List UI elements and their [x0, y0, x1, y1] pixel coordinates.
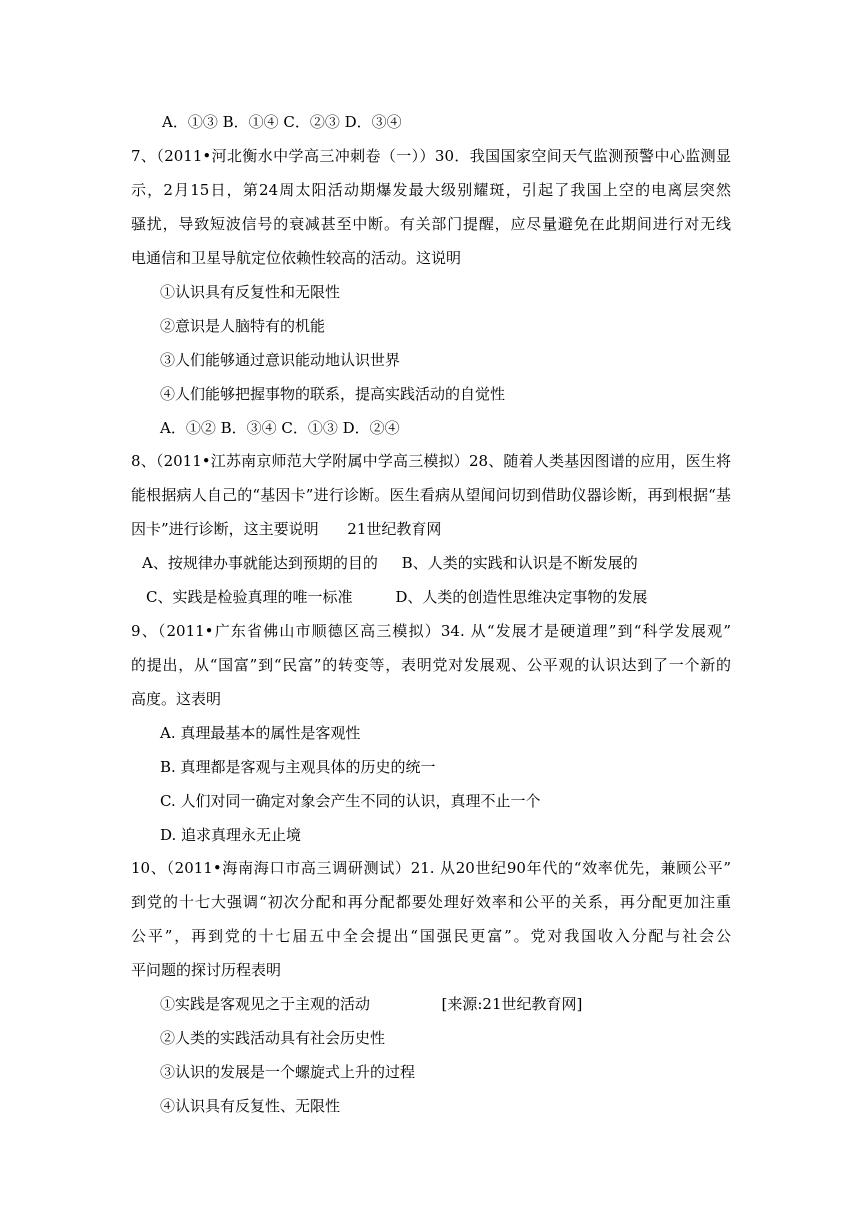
q9-stem-line-3: 高度。这表明: [131, 690, 222, 708]
q10-item-4: ④认识具有反复性、无限性: [160, 1097, 341, 1115]
q9-stem-line-1: 9、（2011•广东省佛山市顺德区高三模拟）34. 从“发展才是硬道理”到“科学发展观”: [131, 622, 731, 640]
q10-stem-line-2: 到党的十七大强调“初次分配和再分配都要处理好效率和公平的关系，再分配更加注重: [131, 893, 731, 911]
q9-option-d: D. 追求真理永无止境: [160, 826, 302, 844]
q10-item-3: ③认识的发展是一个螺旋式上升的过程: [160, 1063, 416, 1081]
q7-stem-line-3: 骚扰，导致短波信号的衰减甚至中断。有关部门提醒，应尽量避免在此期间进行对无线: [131, 215, 731, 233]
q8-stem-line-2: 能根据病人自己的“基因卡”进行诊断。医生看病从望闻问切到借助仪器诊断，再到根据“基: [131, 486, 731, 504]
q7-stem-line-2: 示，2月15日，第24周太阳活动期爆发最大级别耀斑，引起了我国上空的电离层突然: [131, 181, 731, 199]
q9-option-a: A. 真理最基本的属性是客观性: [160, 724, 361, 742]
q9-option-b: B. 真理都是客观与主观具体的历史的统一: [160, 758, 436, 776]
q8-options-row-1: A、按规律办事就能达到预期的目的 B、人类的实践和认识是不断发展的: [142, 554, 638, 572]
q10-stem-line-4: 平问题的探讨历程表明: [131, 961, 282, 979]
q10-item-2: ②人类的实践活动具有社会历史性: [160, 1029, 386, 1047]
q9-stem-line-2: 的提出，从“国富”到“民富”的转变等，表明党对发展观、公平观的认识达到了一个新的: [131, 656, 731, 674]
q8-stem-line-3: 因卡”进行诊断，这主要说明 21世纪教育网: [131, 520, 442, 538]
q7-stem-line-4: 电通信和卫星导航定位依赖性较高的活动。这说明: [131, 249, 462, 267]
q10-item-1: ①实践是客观见之于主观的活动 [来源:21世纪教育网]: [160, 995, 583, 1013]
q8-stem-line-1: 8、（2011•江苏南京师范大学附属中学高三模拟）28、随着人类基因图谱的应用，医生将: [131, 452, 731, 470]
q7-item-4: ④人们能够把握事物的联系，提高实践活动的自觉性: [160, 385, 506, 403]
q10-stem-line-3: 公平”，再到党的十七届五中全会提出“国强民更富”。党对我国收入分配与社会公: [131, 927, 731, 945]
q7-item-2: ②意识是人脑特有的机能: [160, 317, 326, 335]
q7-stem-line-1: 7、（2011•河北衡水中学高三冲刺卷（一））30．我国国家空间天气监测预警中心监测显: [131, 147, 731, 165]
q7-item-1: ①认识具有反复性和无限性: [160, 283, 341, 301]
q10-stem-line-1: 10、（2011•海南海口市高三调研测试）21. 从20世纪90年代的“效率优先，兼顾公平”: [131, 859, 731, 877]
q7-item-3: ③人们能够通过意识能动地认识世界: [160, 351, 401, 369]
q9-option-c: C. 人们对同一确定对象会产生不同的认识，真理不止一个: [160, 792, 541, 810]
q6-options: A．①③ B．①④ C．②③ D．③④: [162, 113, 402, 131]
q8-options-row-2: C、实践是检验真理的唯一标准 D、人类的创造性思维决定事物的发展: [146, 588, 648, 606]
q7-options: A．①② B．③④ C．①③ D．②④: [160, 419, 400, 437]
